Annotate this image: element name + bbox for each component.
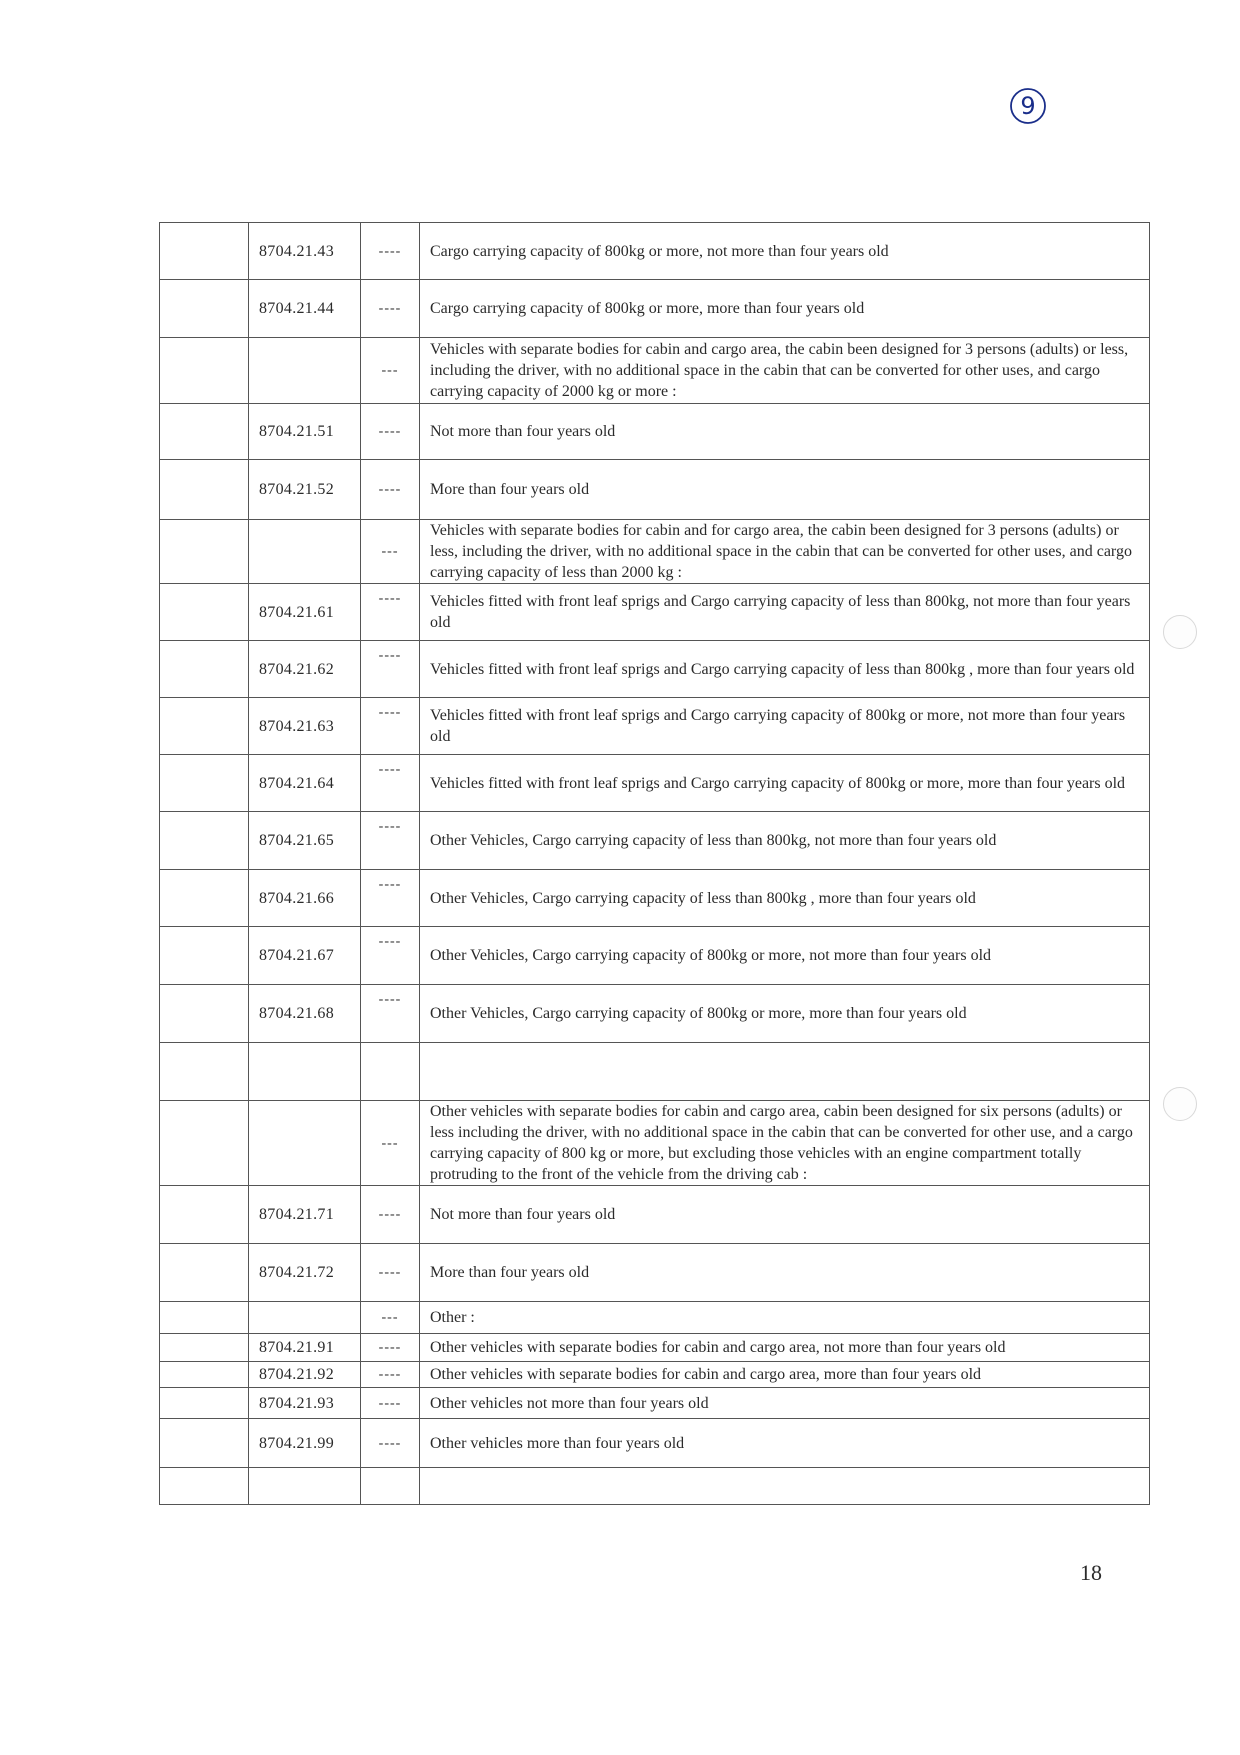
description	[420, 1468, 1150, 1505]
page-mark-digit: 9	[1020, 92, 1036, 120]
description: Other Vehicles, Cargo carrying capacity of 800kg or more, not more than four years old	[420, 927, 1150, 985]
blank-cell	[160, 698, 249, 755]
description: Other vehicles more than four years old	[420, 1419, 1150, 1468]
table-row	[160, 812, 1150, 870]
hs-code	[249, 338, 361, 404]
blank-cell	[160, 927, 249, 985]
description: Other Vehicles, Cargo carrying capacity of less than 800kg , more than four years old	[420, 870, 1150, 927]
description: Other Vehicles, Cargo carrying capacity of 800kg or more, more than four years old	[420, 985, 1150, 1043]
hs-code	[249, 520, 361, 584]
blank-cell	[160, 1334, 249, 1362]
hs-code: 8704.21.68	[249, 985, 361, 1043]
hs-code: 8704.21.71	[249, 1186, 361, 1244]
dash-marker: ----	[361, 404, 420, 460]
blank-cell	[160, 1101, 249, 1186]
dash-marker: ---	[361, 520, 420, 584]
blank-cell	[160, 812, 249, 870]
table-row	[160, 280, 1150, 338]
hs-code: 8704.21.63	[249, 698, 361, 755]
table-row	[160, 870, 1150, 927]
hs-code: 8704.21.92	[249, 1362, 361, 1388]
dash-marker: ----	[361, 1419, 420, 1468]
blank-cell	[160, 1419, 249, 1468]
dash-marker: ----	[361, 985, 420, 1043]
table-row	[160, 1244, 1150, 1302]
table-row	[160, 1302, 1150, 1334]
tariff-table-body	[160, 223, 1150, 1505]
description: Other :	[420, 1302, 1150, 1334]
dash-marker: ----	[361, 1244, 420, 1302]
blank-cell	[160, 1043, 249, 1101]
blank-cell	[160, 338, 249, 404]
description: Vehicles fitted with front leaf sprigs and Cargo carrying capacity of 800kg or more, more than four years old	[420, 755, 1150, 812]
blank-cell	[160, 460, 249, 520]
table-row	[160, 520, 1150, 584]
blank-cell	[160, 870, 249, 927]
hs-code: 8704.21.43	[249, 223, 361, 280]
blank-cell	[160, 584, 249, 641]
hs-code: 8704.21.93	[249, 1388, 361, 1419]
dash-marker: ----	[361, 812, 420, 870]
dash-marker: ----	[361, 460, 420, 520]
dash-marker: ----	[361, 1186, 420, 1244]
hs-code: 8704.21.66	[249, 870, 361, 927]
description: Not more than four years old	[420, 1186, 1150, 1244]
hs-code: 8704.21.99	[249, 1419, 361, 1468]
blank-cell	[160, 1468, 249, 1505]
table-row	[160, 755, 1150, 812]
hs-code	[249, 1468, 361, 1505]
table-row	[160, 927, 1150, 985]
page-number: 18	[1080, 1560, 1102, 1585]
punch-hole-upper	[1163, 615, 1197, 649]
description: Vehicles with separate bodies for cabin and cargo area, the cabin been designed for 3 persons (adults) or less, including the driver, with no additional space in the cabin that can be converted for other uses, and cargo carrying capacity of 2000 kg or more :	[420, 338, 1150, 404]
hs-code: 8704.21.65	[249, 812, 361, 870]
description: Other vehicles with separate bodies for cabin and cargo area, more than four years old	[420, 1362, 1150, 1388]
hs-code	[249, 1043, 361, 1101]
blank-cell	[160, 1302, 249, 1334]
blank-cell	[160, 404, 249, 460]
table-row	[160, 1468, 1150, 1505]
description: Vehicles fitted with front leaf sprigs and Cargo carrying capacity of 800kg or more, not more than four years old	[420, 698, 1150, 755]
table-row	[160, 698, 1150, 755]
hs-code: 8704.21.64	[249, 755, 361, 812]
dash-marker	[361, 1043, 420, 1101]
dash-marker: ---	[361, 1302, 420, 1334]
blank-cell	[160, 985, 249, 1043]
hs-code	[249, 1302, 361, 1334]
hs-code: 8704.21.62	[249, 641, 361, 698]
dash-marker: ----	[361, 698, 420, 755]
table-row	[160, 338, 1150, 404]
table-row	[160, 223, 1150, 280]
table-row	[160, 1186, 1150, 1244]
blank-cell	[160, 280, 249, 338]
dash-marker: ----	[361, 1388, 420, 1419]
description: Other vehicles not more than four years old	[420, 1388, 1150, 1419]
table-row	[160, 1101, 1150, 1186]
description	[420, 1043, 1150, 1101]
hs-code	[249, 1101, 361, 1186]
hs-code: 8704.21.52	[249, 460, 361, 520]
dash-marker	[361, 1468, 420, 1505]
dash-marker: ----	[361, 1334, 420, 1362]
dash-marker: ----	[361, 755, 420, 812]
dash-marker: ---	[361, 1101, 420, 1186]
blank-cell	[160, 1388, 249, 1419]
description: Vehicles fitted with front leaf sprigs and Cargo carrying capacity of less than 800kg , more than four years old	[420, 641, 1150, 698]
table-row	[160, 460, 1150, 520]
hs-code: 8704.21.51	[249, 404, 361, 460]
table-row	[160, 1388, 1150, 1419]
handwritten-page-mark	[1008, 86, 1048, 126]
description: Other Vehicles, Cargo carrying capacity of less than 800kg, not more than four years old	[420, 812, 1150, 870]
description: Not more than four years old	[420, 404, 1150, 460]
dash-marker: ----	[361, 280, 420, 338]
description: Other vehicles with separate bodies for cabin and cargo area, cabin been designed for six persons (adults) or less including the driver, with no additional space in the cabin that can be converted for other use, and a cargo carrying capacity of 800 kg or more, but excluding those vehicles with an engine compartment totally protruding to the front of the vehicle from the driving cab :	[420, 1101, 1150, 1186]
description: More than four years old	[420, 1244, 1150, 1302]
blank-cell	[160, 755, 249, 812]
description: Vehicles with separate bodies for cabin and for cargo area, the cabin been designed for 3 persons (adults) or less, including the driver, with no additional space in the cabin that can be converted for other uses, and cargo carrying capacity of less than 2000 kg :	[420, 520, 1150, 584]
table-row	[160, 641, 1150, 698]
blank-cell	[160, 1186, 249, 1244]
dash-marker: ----	[361, 927, 420, 985]
table-row	[160, 1043, 1150, 1101]
blank-cell	[160, 1362, 249, 1388]
hs-code: 8704.21.91	[249, 1334, 361, 1362]
blank-cell	[160, 641, 249, 698]
blank-cell	[160, 520, 249, 584]
description: Cargo carrying capacity of 800kg or more, more than four years old	[420, 280, 1150, 338]
table-row	[160, 985, 1150, 1043]
hs-code: 8704.21.67	[249, 927, 361, 985]
table-row	[160, 404, 1150, 460]
tariff-table	[159, 222, 1150, 1505]
dash-marker: ----	[361, 223, 420, 280]
table-row	[160, 584, 1150, 641]
dash-marker: ----	[361, 584, 420, 641]
punch-hole-lower	[1163, 1087, 1197, 1121]
blank-cell	[160, 1244, 249, 1302]
description: More than four years old	[420, 460, 1150, 520]
description: Other vehicles with separate bodies for cabin and cargo area, not more than four years old	[420, 1334, 1150, 1362]
dash-marker: ---	[361, 338, 420, 404]
hs-code: 8704.21.61	[249, 584, 361, 641]
hs-code: 8704.21.72	[249, 1244, 361, 1302]
description: Vehicles fitted with front leaf sprigs and Cargo carrying capacity of less than 800kg, not more than four years old	[420, 584, 1150, 641]
blank-cell	[160, 223, 249, 280]
table-row	[160, 1334, 1150, 1362]
table-row	[160, 1419, 1150, 1468]
description: Cargo carrying capacity of 800kg or more, not more than four years old	[420, 223, 1150, 280]
dash-marker: ----	[361, 641, 420, 698]
hs-code: 8704.21.44	[249, 280, 361, 338]
dash-marker: ----	[361, 870, 420, 927]
dash-marker: ----	[361, 1362, 420, 1388]
table-row	[160, 1362, 1150, 1388]
